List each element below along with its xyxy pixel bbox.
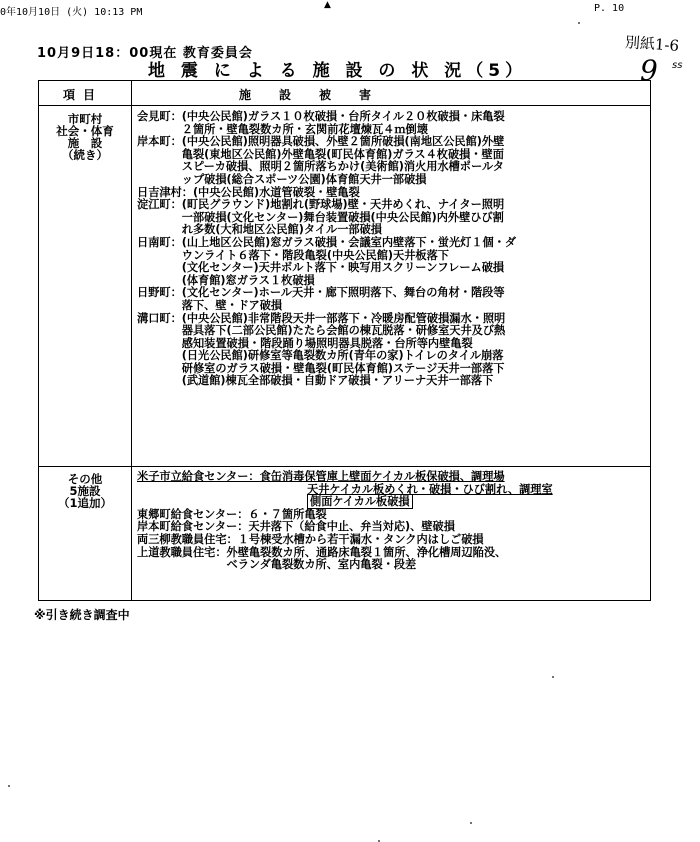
damage-line: 落下、壁・ドア破損 xyxy=(137,298,283,312)
footnote: ※引き続き調査中 xyxy=(34,608,130,622)
damage-line: スピーカ破損、照明２箇所落ちかけ(美術館)消火用水槽ポールタ xyxy=(137,160,504,174)
section-row-divider xyxy=(39,466,650,467)
fax-page-number: P. 10 xyxy=(594,3,625,14)
damage-line: 溝口町：(中央公民館)非常階段天井一部落下・冷暖房配管破損漏水・照明 xyxy=(137,311,506,325)
damage-line: 研修室のガラス破損・壁亀裂(町民体育館)ステージ天井一部落下 xyxy=(137,361,505,375)
row1-category xyxy=(45,113,125,161)
fax-triangle-mark: ▲ xyxy=(324,0,331,10)
column-divider xyxy=(131,81,132,600)
row1-category-line: 社会・体育 xyxy=(56,124,114,138)
scan-speck xyxy=(470,822,472,824)
row2-category-line: その他 xyxy=(67,472,103,486)
damage-line: 東郷町給食センター：６・７箇所亀裂 xyxy=(137,507,327,521)
scan-speck xyxy=(578,22,580,24)
facility-damage-table xyxy=(38,80,651,601)
row2-category-line: （1追加） xyxy=(57,496,112,510)
damage-line: (日光公民館)研修室等亀裂数カ所(青年の家)トイレのタイル崩落 xyxy=(137,349,504,363)
handwritten-attachment-ref: 別紙1-6 xyxy=(624,33,680,55)
row1-damage-list xyxy=(137,111,516,388)
damage-line: 一部破損(文化センター)舞台装置破損(中央公民館)内外壁ひび割 xyxy=(137,210,504,224)
damage-line: (文化センター)天井ボルト落下・映写用スクリーンフレーム破損 xyxy=(137,261,505,275)
row1-category-line: 施 設 xyxy=(67,136,103,150)
report-datetime: 10月9日18：00現在 教育委員会 xyxy=(37,46,253,61)
page-title: 地 震 に よ る 施 設 の 状 況（5） xyxy=(148,61,528,81)
damage-line: 岸本町：(中央公民館)照明器具破損、外壁２箇所破損(南地区公民館)外壁 xyxy=(137,135,505,149)
scan-speck xyxy=(8,785,10,787)
damage-line: (武道館)棟瓦全部破損・自動ドア破損・アリーナ天井一部落下 xyxy=(137,374,494,388)
damage-line: 日南町：(山上地区公民館)窓ガラス破損・会議室内壁落下・蛍光灯１個・ダ xyxy=(137,235,517,249)
damage-line: 器具落下(二部公民館)たたら会館の棟瓦脱落・研修室天井及び熱 xyxy=(137,324,506,338)
row2-category-line: 5施設 xyxy=(69,484,101,498)
damage-line: ２箇所・壁亀裂数カ所・玄関前花壇煉瓦４ｍ倒壊 xyxy=(137,122,428,136)
header-damage: 施設被害 xyxy=(239,88,400,102)
handwritten-mark: ss xyxy=(672,60,683,71)
damage-line: ップ破損(総合スポーツ公園)体育館天井一部破損 xyxy=(137,172,427,186)
damage-line: 会見町：(中央公民館)ガラス１０枚破損・台所タイル２０枚破損・床亀裂 xyxy=(137,110,505,123)
damage-line: 感知装置破損・階段踊り場照明器具脱落・台所等内壁亀裂 xyxy=(137,336,473,350)
damage-line: ベランダ亀裂数カ所、室内亀裂・段差 xyxy=(137,558,417,572)
row2-category xyxy=(45,473,125,509)
yonago-kitchen-boxed-line: 側面ケイカル板破損 xyxy=(307,494,413,509)
scan-speck xyxy=(552,676,554,678)
row1-category-line: （続き） xyxy=(62,148,108,162)
header-row-divider xyxy=(39,105,650,106)
damage-line: れ多数(大和地区公民館)タイル一部破損 xyxy=(137,223,382,237)
row1-category-line: 市町村 xyxy=(67,112,103,126)
damage-line: 日野町：(文化センター)ホール天井・廊下照明落下、舞台の角材・階段等 xyxy=(137,286,505,300)
handwritten-page-number: 9 xyxy=(640,54,658,87)
header-item: 項目 xyxy=(63,88,104,102)
damage-line: 上道教職員住宅：外壁亀裂数カ所、通路床亀裂１箇所、浄化槽周辺陥没、 xyxy=(137,545,507,559)
yonago-kitchen-line: 米子市立給食センター：食缶消毒保管庫上壁面ケイカル板保破損、調理場 xyxy=(137,470,505,483)
damage-line: (体育館)窓ガラス１枚破損 xyxy=(137,273,315,287)
damage-line: 両三柳教職員住宅：１号棟受水槽から若干漏水・タンク内はしご破損 xyxy=(137,532,484,546)
damage-line: ウンライト６落下・階段亀裂(中央公民館)天井板落下 xyxy=(137,248,449,262)
row2-damage-list xyxy=(137,471,553,572)
yonago-kitchen-line: 天井ケイカル板めくれ・破損・ひび割れ、調理室 xyxy=(307,482,553,496)
fax-timestamp: 0年10月10日 (火) 10:13 PM xyxy=(0,7,143,18)
damage-line: 日吉津村：(中央公民館)水道管破裂・壁亀裂 xyxy=(137,185,360,199)
damage-line: 岸本町給食センター：天井落下（給食中止、弁当対応)、壁破損 xyxy=(137,520,455,534)
damage-line: 淀江町：(町民グラウンド)地割れ(野球場)壁・天井めくれ、ナイター照明 xyxy=(137,198,505,212)
damage-line: 亀裂(東地区公民館)外壁亀裂(町民体育館)ガラス４枚破損・壁面 xyxy=(137,147,504,161)
